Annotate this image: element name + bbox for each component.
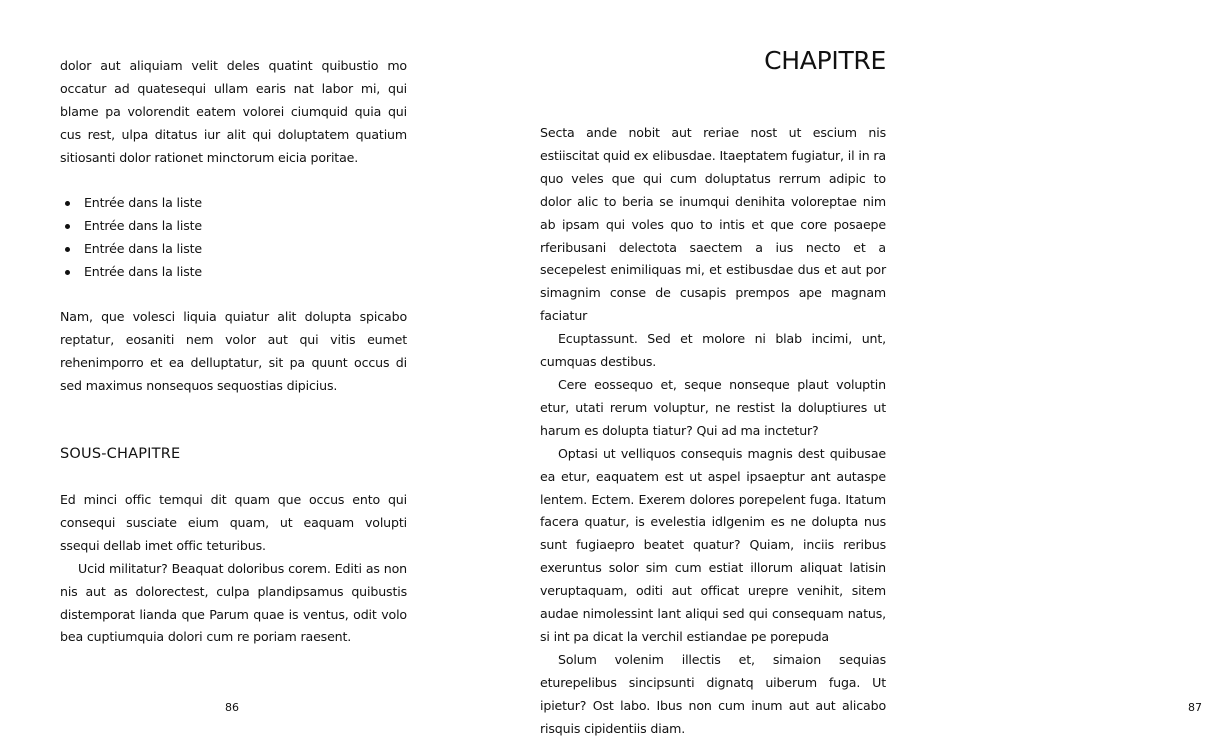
right-body-text [540,122,886,740]
page-number: 86 [225,701,239,714]
list-item: Entrée dans la liste [60,261,407,284]
left-paragraph-2 [60,306,407,398]
list-item: Entrée dans la liste [60,192,407,215]
paragraph-text: Solum volenim illectis et, simaion sequias eturepelibus sincipsunti dignatq uiberum fuga. Ut ipietur? Ost labo. Ibus non cum inum aut aut alicabo risquis cipidentiis diam. [540,651,886,736]
left-page [0,0,472,748]
left-paragraph-3 [60,489,407,649]
bullet-list [60,192,407,284]
chapter-title: CHAPITRE [764,46,886,75]
paragraph-text: Ecuptassunt. Sed et molore ni blab incimi, unt, cumquas destibus. [540,331,886,370]
list-item: Entrée dans la liste [60,215,407,238]
paragraph-text: Cere eossequo et, seque nonseque plaut voluptin etur, utati rerum voluptur, ne restist la doluptiures ut harum es dolupta tiatur? Qui ad ma inctetur? [540,376,886,438]
paragraph-text: Ucid militatur? Beaquat doloribus corem. Editi as non nis aut as dolorectest, culpa plandipsamus quibustis distemporat lianda que Parum quae is ventus, odit volo bea cuptiumquia dolori cum re poriam raesent. [60,560,407,645]
paragraph-text: Ed minci offic temqui dit quam que occus ento qui consequi susciate eium quam, ut eaquam volupti ssequi dellab imet offic teturibus. [60,492,407,553]
paragraph-text: dolor aut aliquiam velit deles quatint quibustio mo occatur ad quatesequi ullam earis nat labor mi, qui blame pa volorendit eatem volorei ciumquid quia qui cus rest, ulpa ditatus iur alit qui doluptatem quatium sitiosanti dolor rationet minctorum eicia poritae. [60,58,407,165]
section-title: SOUS-CHAPITRE [60,446,181,462]
paragraph-text: Secta ande nobit aut reriae nost ut escium nis estiiscitat quid ex elibusdae. Itaeptatem fugiatur, il in ra quo veles que qui cum doluptatus rerrum adipic to dolor alic to beria se inumqui denihita voloreptae nim ab ipsam qui voles quo to intis et que core posaepe rferibusani delectota saectem a ius necto et a secepelest enimiliquas mi, et estibusdae dus et aut por simagnim conse de cusapis prempos ape magnam faciatur [540,125,886,324]
paragraph-text: Nam, que volesci liquia quiatur alit dolupta spicabo reptatur, eosaniti nem volor aut qui vitis eumet rehenimporro et ea delluptatur, sit pa quunt occus di sed maximus nonsequos sequostias dipicius. [60,309,407,393]
list-item: Entrée dans la liste [60,238,407,261]
left-paragraph-1 [60,55,407,170]
paragraph-text: Optasi ut velliquos consequis magnis dest quibusae ea etur, eaquatem est ut aspel ipsaeptur ant autaspe lentem. Ectem. Exerem dolores porepelent fuga. Itatum facera quatur, is evelestia idlgenim es ne dolupta nus sunt fugiaepro beatet quatur? Quiam, inciis reribus exeruntus solor sim cum estiat illorum aliquat latisin veruptaquam, oditi aut officat urepre venihit, sitem audae nimolessint lant aliqui sed qui consequam natus, si int pa dicat la verchil estiandae pe porepuda [540,445,886,644]
page-number: 87 [1188,701,1202,714]
